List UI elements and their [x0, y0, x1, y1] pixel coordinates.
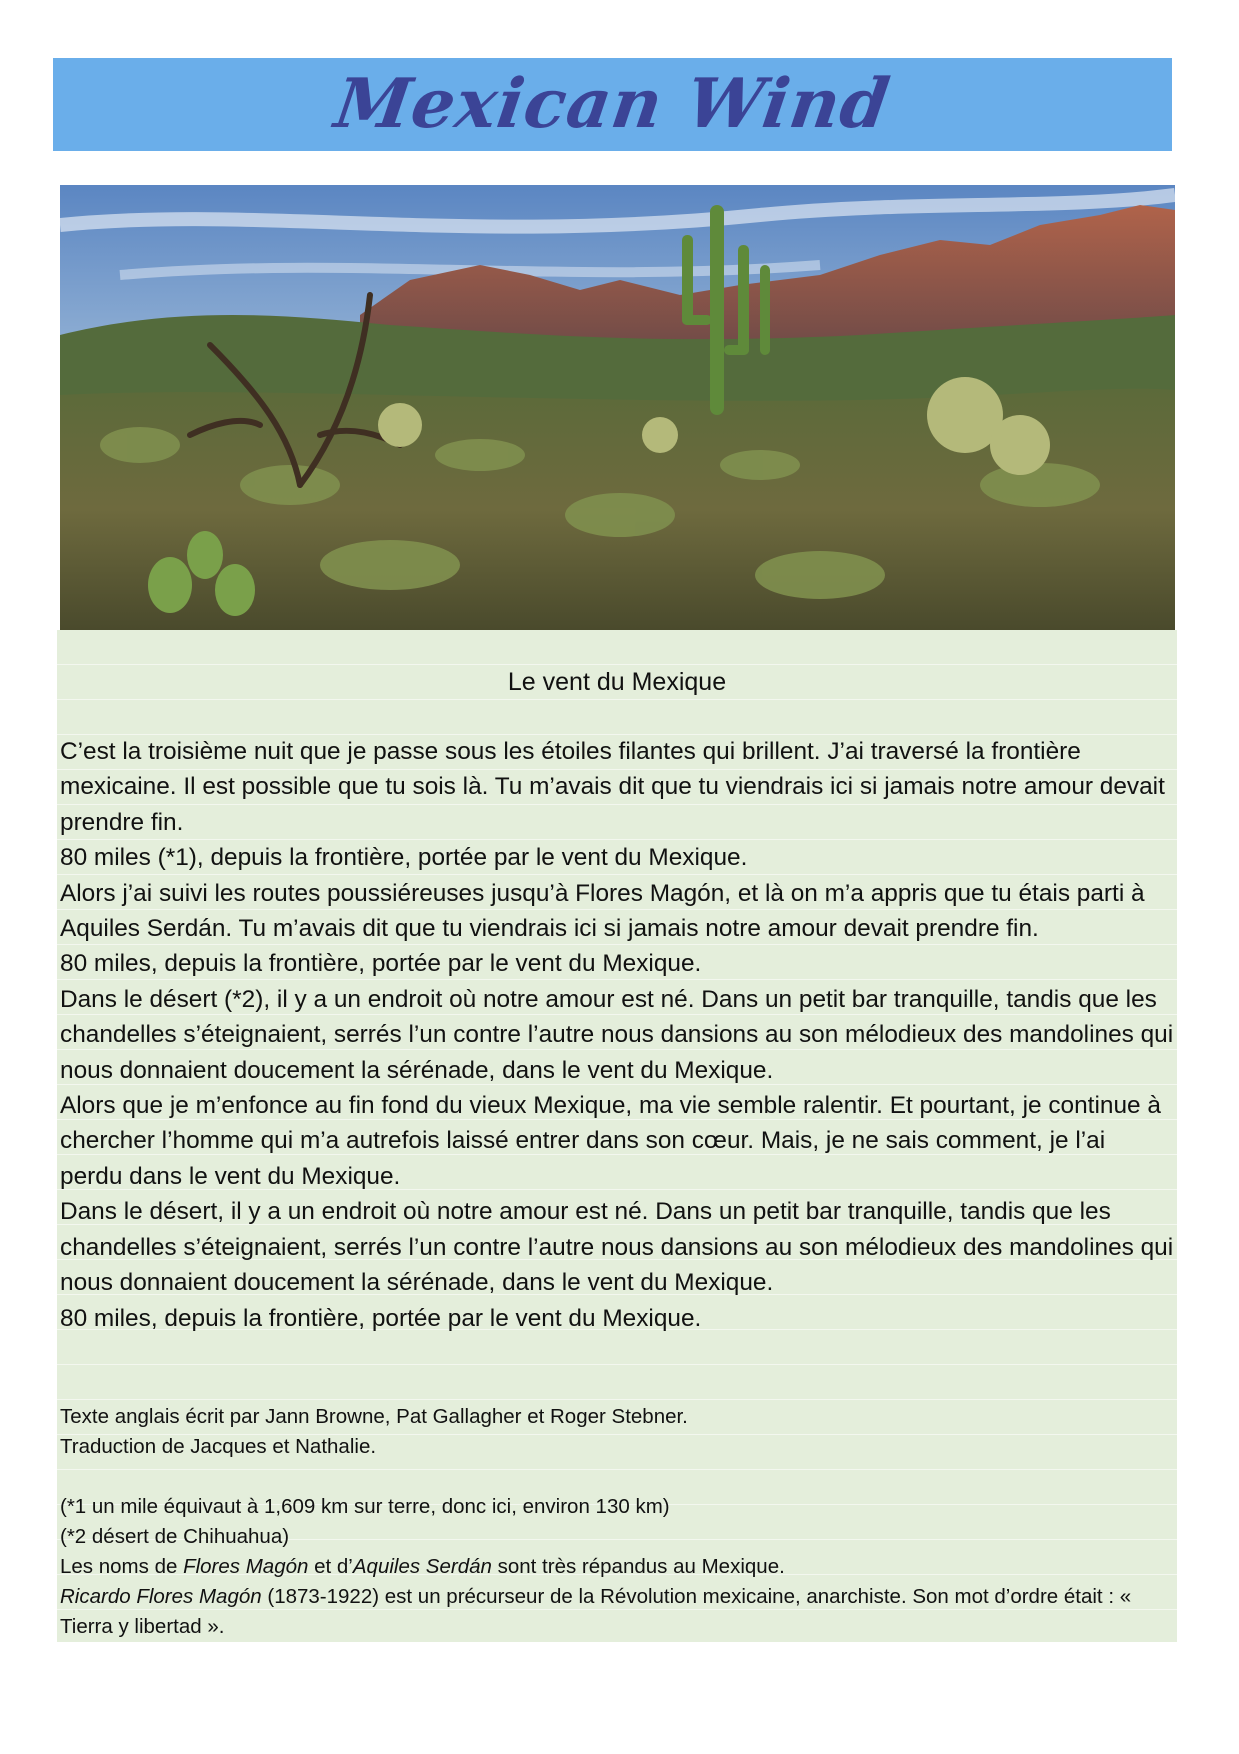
- footnote-2: (*2 désert de Chihuahua): [60, 1525, 290, 1548]
- lyrics-paragraph: 80 miles, depuis la frontière, portée par le vent du Mexique.: [60, 1304, 702, 1332]
- names-note-post: sont très répandus au Mexique.: [491, 1555, 785, 1578]
- place-name-aquiles-serdan: Aquiles Serdán: [352, 1555, 492, 1578]
- place-name-flores-magon: Flores Magón: [183, 1555, 309, 1578]
- lyrics-paragraph: Dans le désert (*2), il y a un endroit où notre amour est né. Dans un petit bar tranquille, tandis que les chandelles s’éteignaient, serrés l’un contre l’autre nous dansions au son mélodieux des mandolines qui nous donnaient doucement la sérénade, dans le vent du Mexique.: [60, 985, 1174, 1084]
- lyrics-paragraph: 80 miles (*1), depuis la frontière, portée par le vent du Mexique.: [60, 844, 748, 872]
- lyrics-paragraph: Alors que je m’enfonce au fin fond du vieux Mexique, ma vie semble ralentir. Et pourtant, je continue à chercher l’homme qui m’a autrefois laissé entrer dans son cœur. Mais, je ne sais comment, je l’ai perdu dans le vent du Mexique.: [60, 1092, 1161, 1190]
- lyrics-paragraph: 80 miles, depuis la frontière, portée par le vent du Mexique.: [60, 950, 702, 978]
- lyrics-title: Le vent du Mexique: [507, 668, 727, 696]
- lyrics-body: [60, 734, 1174, 1336]
- ricardo-note-text: (1873-1922) est un précurseur de la Révolution mexicaine, anarchiste. Son mot d’ordre était : « Tierra y libertad ».: [60, 1585, 1132, 1638]
- names-note: [60, 1552, 1174, 1582]
- credits-section: [60, 1402, 1174, 1642]
- names-note-pre: Les noms de: [60, 1555, 184, 1578]
- lyrics-paragraph: Alors j’ai suivi les routes poussiéreuses jusqu’à Flores Magón, et là on m’a appris que tu étais parti à Aquiles Serdán. Tu m’avais dit que tu viendrais ici si jamais notre amour devait prendre fin.: [60, 879, 1145, 943]
- credits-translation: Traduction de Jacques et Nathalie.: [60, 1435, 377, 1458]
- person-name-ricardo: Ricardo Flores Magón: [60, 1585, 262, 1608]
- footnote-1: (*1 un mile équivaut à 1,609 km sur terre, donc ici, environ 130 km): [60, 1495, 670, 1518]
- lyrics-paragraph: C’est la troisième nuit que je passe sous les étoiles filantes qui brillent. J’ai traversé la frontière mexicaine. Il est possible que tu sois là. Tu m’avais dit que tu viendrais ici si jamais notre amour devait prendre fin.: [60, 738, 1165, 836]
- names-note-mid: et d’: [308, 1555, 353, 1578]
- title-banner: [53, 58, 1172, 151]
- desert-landscape-photo: [60, 185, 1175, 630]
- ricardo-note: [60, 1582, 1174, 1642]
- credits-authors: Texte anglais écrit par Jann Browne, Pat Gallagher et Roger Stebner.: [60, 1405, 688, 1428]
- page-title: Mexican Wind: [330, 64, 895, 144]
- desert-landscape-image: [60, 185, 1175, 630]
- lyrics-paragraph: Dans le désert, il y a un endroit où notre amour est né. Dans un petit bar tranquille, tandis que les chandelles s’éteignaient, serrés l’un contre l’autre nous dansions au son mélodieux des mandolines qui nous donnaient doucement la sérénade, dans le vent du Mexique.: [60, 1198, 1174, 1297]
- lyrics-panel: [57, 630, 1177, 1642]
